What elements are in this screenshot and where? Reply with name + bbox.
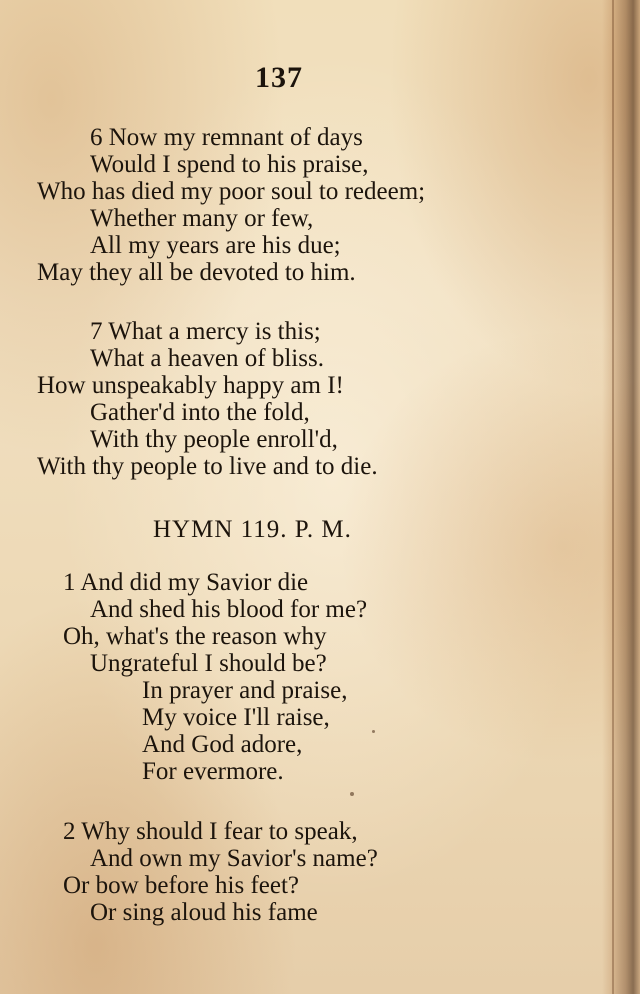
- spine-crease: [612, 0, 614, 994]
- ink-speck: [350, 792, 354, 796]
- verse-line: 6 Now my remnant of days: [90, 124, 363, 151]
- verse-line: Would I spend to his praise,: [90, 151, 369, 178]
- verse-line: Or sing aloud his fame: [90, 899, 318, 926]
- verse-line: For evermore.: [142, 758, 284, 785]
- book-spine-shadow: [602, 0, 640, 994]
- verse-line: Ungrateful I should be?: [90, 650, 327, 677]
- verse-line: And own my Savior's name?: [90, 845, 378, 872]
- verse-line: May they all be devoted to him.: [37, 259, 356, 286]
- hymn-title: HYMN 119. P. M.: [153, 516, 352, 543]
- verse-line: 2 Why should I fear to speak,: [63, 818, 358, 845]
- verse-line: Gather'd into the fold,: [90, 399, 310, 426]
- verse-line: What a heaven of bliss.: [90, 345, 324, 372]
- verse-line: In prayer and praise,: [142, 677, 348, 704]
- verse-line: All my years are his due;: [90, 232, 341, 259]
- verse-line: How unspeakably happy am I!: [37, 372, 344, 399]
- verse-line: My voice I'll raise,: [142, 704, 330, 731]
- verse-line: And God adore,: [142, 731, 303, 758]
- verse-line: And shed his blood for me?: [90, 596, 368, 623]
- verse-line: With thy people enroll'd,: [90, 426, 338, 453]
- verse-line: Or bow before his feet?: [63, 872, 300, 899]
- verse-line: 1 And did my Savior die: [63, 569, 309, 596]
- verse-line: 7 What a mercy is this;: [90, 318, 321, 345]
- ink-speck: [372, 730, 375, 733]
- verse-line: Oh, what's the reason why: [63, 623, 327, 650]
- verse-line: Who has died my poor soul to redeem;: [37, 178, 426, 205]
- page-number: 137: [255, 61, 303, 94]
- verse-line: Whether many or few,: [90, 205, 314, 232]
- verse-line: With thy people to live and to die.: [37, 453, 378, 480]
